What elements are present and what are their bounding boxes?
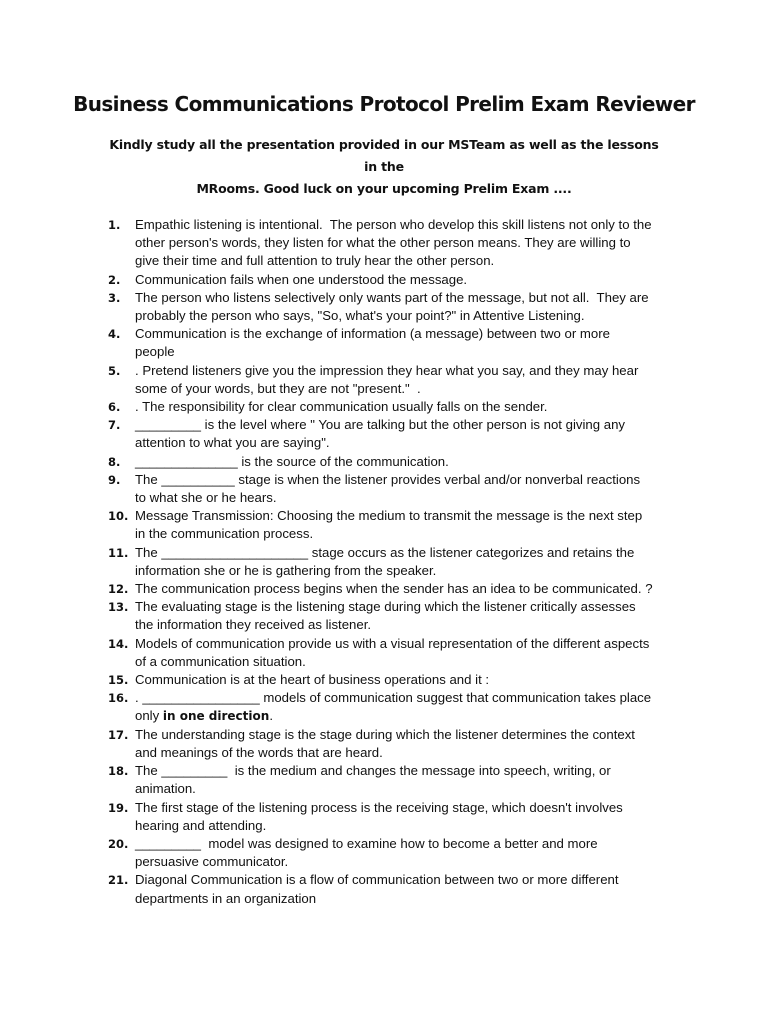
list-item	[108, 471, 688, 507]
item-text: Communication is at the heart of business operations and it :	[135, 672, 490, 688]
item-number: 17.	[108, 727, 129, 742]
list-item	[108, 871, 688, 907]
list-item	[108, 453, 688, 471]
item-text: The communication process begins when the sender has an idea to be communicated. ?	[135, 581, 653, 597]
list-item	[108, 216, 688, 271]
item-text: _________ model was designed to examine how to become a better and more persuasive communicator.	[135, 835, 598, 870]
item-number: 14.	[108, 636, 129, 651]
list-item	[108, 726, 688, 762]
item-text: The _________ is the medium and changes the message into speech, writing, or animation.	[135, 763, 611, 797]
item-text: ______________ is the source of the communication.	[135, 453, 449, 469]
list-item	[108, 835, 688, 871]
subtitle-line-2: MRooms. Good luck on your upcoming Prelim Exam ....	[196, 181, 572, 196]
list-item	[108, 362, 688, 398]
item-number: 16.	[108, 691, 129, 706]
item-text: Message Transmission: Choosing the medium to transmit the message is the next step in the communication process.	[135, 508, 643, 542]
item-text: Empathic listening is intentional. The person who develop this skill listens not only to the other person's words, they listen for what the other person means. They are willing to give their time and full attention to truly hear the other person.	[135, 217, 652, 269]
item-number: 21.	[108, 873, 129, 888]
list-item	[108, 580, 688, 598]
item-number: 20.	[108, 836, 129, 851]
list-item	[108, 799, 688, 835]
item-number: 10.	[108, 509, 129, 524]
item-number: 11.	[108, 545, 129, 560]
list-item	[108, 671, 688, 689]
item-number: 9.	[108, 472, 121, 487]
item-number: 3.	[108, 290, 121, 305]
list-item	[108, 289, 688, 325]
list-item	[108, 689, 688, 725]
list-item	[108, 416, 688, 452]
item-text: The understanding stage is the stage during which the listener determines the context and meanings of the words that are heard.	[135, 726, 635, 760]
item-number: 19.	[108, 800, 129, 815]
list-item	[108, 762, 688, 798]
item-number: 8.	[108, 454, 121, 469]
item-text: . Pretend listeners give you the impression they hear what you say, and they may hear some of your words, but they are not "present." .	[135, 362, 639, 396]
item-number: 6.	[108, 400, 121, 415]
item-text: The person who listens selectively only wants part of the message, but not all. They are probably the person who says, "So, what's your point?" in Attentive Listening.	[135, 289, 649, 324]
list-item	[108, 271, 688, 289]
item-number: 7.	[108, 418, 121, 433]
subtitle-line-1: Kindly study all the presentation provided in our MSTeam as well as the lessons in the	[109, 137, 659, 174]
list-item	[108, 325, 688, 361]
item-number: 4.	[108, 327, 121, 342]
page-subtitle	[108, 134, 660, 200]
bold-phrase: in one direction	[162, 709, 270, 724]
item-text: The first stage of the listening process is the receiving stage, which doesn't involves hearing and attending.	[135, 799, 623, 833]
item-text: The __________ stage is when the listener provides verbal and/or nonverbal reactions to what she or he hears.	[135, 471, 641, 506]
list-item	[108, 398, 688, 416]
list-item	[108, 544, 688, 580]
page-title: Business Communications Protocol Prelim Exam Reviewer	[73, 92, 695, 116]
list-item	[108, 507, 688, 543]
question-list	[108, 216, 688, 908]
item-text: . The responsibility for clear communication usually falls on the sender.	[135, 399, 548, 415]
list-item	[108, 598, 688, 634]
item-text: Communication is the exchange of information (a message) between two or more people	[135, 326, 610, 360]
item-text: _________ is the level where " You are talking but the other person is not giving any attention to what you are saying".	[135, 417, 626, 451]
item-number: 12.	[108, 582, 129, 597]
list-item	[108, 635, 688, 671]
item-number: 5.	[108, 363, 121, 378]
item-number: 2.	[108, 272, 121, 287]
item-number: 1.	[108, 218, 121, 232]
item-text: The ____________________ stage occurs as the listener categorizes and retains the information she or he is gathering from the speaker.	[135, 544, 635, 578]
item-text: Communication fails when one understood the message.	[135, 271, 468, 287]
item-number: 18.	[108, 764, 129, 779]
item-text: Models of communication provide us with a visual representation of the different aspects of a communication situation.	[135, 635, 650, 669]
item-number: 13.	[108, 600, 129, 615]
item-text: The evaluating stage is the listening stage during which the listener critically assesses the information they received as listener.	[135, 599, 636, 633]
item-number: 15.	[108, 673, 129, 688]
item-text: . ________________ models of communication suggest that communication takes place only in one direction.	[135, 690, 652, 724]
item-text: Diagonal Communication is a flow of communication between two or more different departments in an organization	[135, 872, 619, 906]
